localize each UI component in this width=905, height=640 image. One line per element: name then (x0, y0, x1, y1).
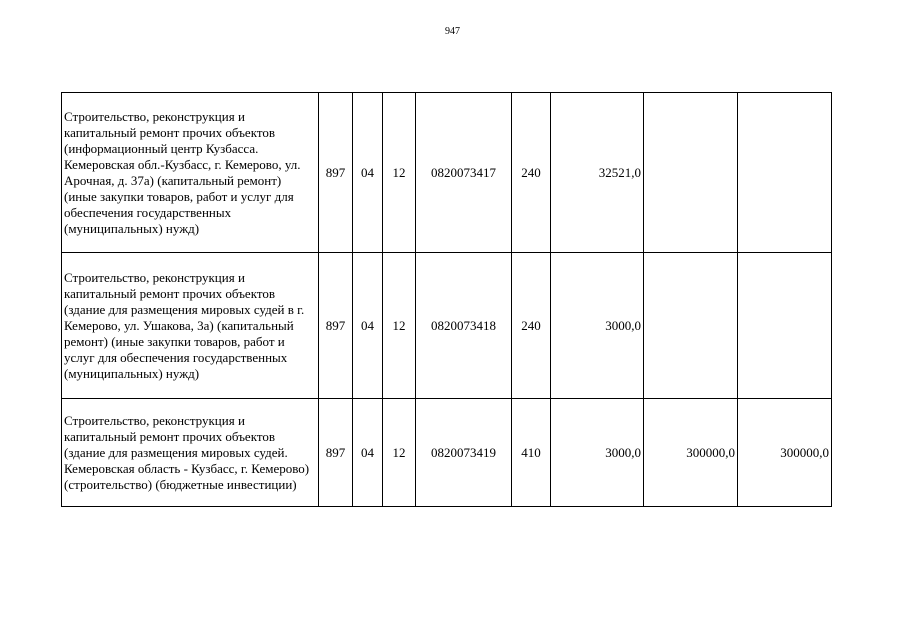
amount-1: 3000,0 (551, 399, 644, 507)
target-article-code: 0820073419 (416, 399, 512, 507)
amount-1: 32521,0 (551, 93, 644, 253)
amount-3 (738, 93, 832, 253)
subsection-code: 12 (383, 253, 416, 399)
amount-2: 300000,0 (644, 399, 738, 507)
target-article-code: 0820073418 (416, 253, 512, 399)
table-row (62, 399, 832, 507)
expense-type-code: 240 (512, 253, 551, 399)
amount-3 (738, 253, 832, 399)
budget-table (61, 92, 832, 507)
row-description: Строительство, реконструкция и капитальный ремонт прочих объектов (информационный центр Кузбасса. Кемеровская обл.-Кузбасс, г. Кемерово, ул. Арочная, д. 37а) (капитальный ремонт) (иные закупки товаров, работ и услуг для обеспечения государственных (муниципальных) нужд) (62, 93, 319, 253)
page-number: 947 (445, 26, 460, 37)
amount-2 (644, 253, 738, 399)
ministry-code: 897 (319, 253, 353, 399)
section-code: 04 (353, 253, 383, 399)
table-row (62, 253, 832, 399)
row-description: Строительство, реконструкция и капитальный ремонт прочих объектов (здание для размещения мировых судей. Кемеровская область - Кузбасс, г. Кемерово) (строительство) (бюджетные инвестиции) (62, 399, 319, 507)
amount-2 (644, 93, 738, 253)
subsection-code: 12 (383, 399, 416, 507)
ministry-code: 897 (319, 399, 353, 507)
amount-3: 300000,0 (738, 399, 832, 507)
ministry-code: 897 (319, 93, 353, 253)
row-description: Строительство, реконструкция и капитальный ремонт прочих объектов (здание для размещения мировых судей в г. Кемерово, ул. Ушакова, 3а) (капитальный ремонт) (иные закупки товаров, работ и услуг для обеспечения государственных (муниципальных) нужд) (62, 253, 319, 399)
section-code: 04 (353, 93, 383, 253)
expense-type-code: 240 (512, 93, 551, 253)
amount-1: 3000,0 (551, 253, 644, 399)
target-article-code: 0820073417 (416, 93, 512, 253)
table-row (62, 93, 832, 253)
section-code: 04 (353, 399, 383, 507)
expense-type-code: 410 (512, 399, 551, 507)
subsection-code: 12 (383, 93, 416, 253)
